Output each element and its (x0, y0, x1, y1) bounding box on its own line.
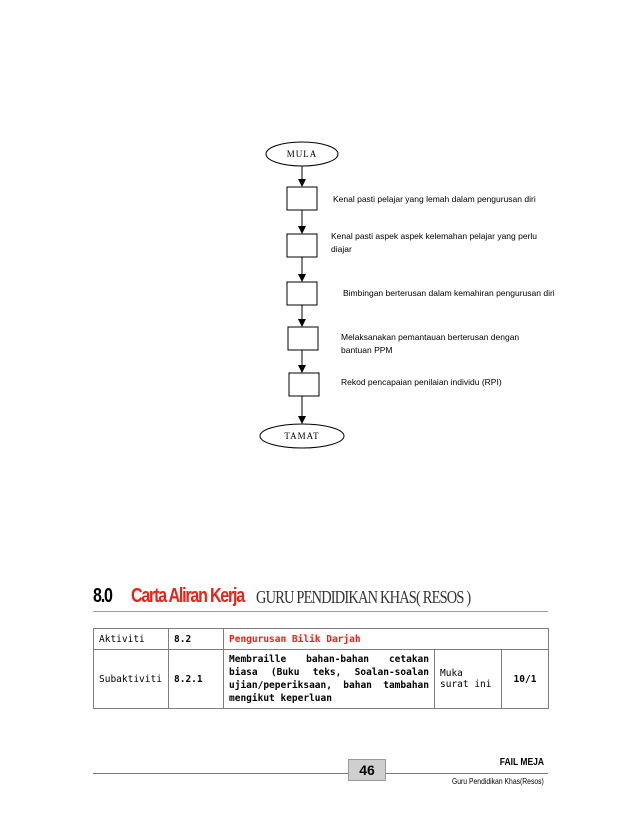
description-line: ujian/peperiksaan, bahan tambahan (229, 680, 429, 691)
process-box (287, 282, 317, 305)
process-box (287, 234, 317, 257)
section-title: Carta Aliran Kerja (131, 585, 244, 607)
flow-step-5: Rekod pencapaian penilaian individu (RPI) (341, 377, 502, 387)
process-box (288, 327, 318, 350)
table-row (94, 629, 549, 650)
activity-value: Pengurusan Bilik Darjah (224, 629, 549, 650)
end-label: TAMAT (284, 431, 320, 441)
activity-label: Aktiviti (94, 629, 169, 650)
page-reference: 10/1 (502, 650, 549, 709)
flow-step-3: Bimbingan berterusan dalam kemahiran pengurusan diri (343, 288, 555, 298)
subactivity-code: 8.2.1 (169, 650, 224, 709)
guru-label: Guru Pendidikan Khas(Resos) (452, 776, 544, 786)
process-box (289, 373, 319, 396)
table-row (94, 650, 549, 709)
process-box (287, 187, 317, 210)
file-label: FAIL MEJA (499, 757, 544, 768)
activity-table (93, 628, 549, 709)
subactivity-description (224, 650, 435, 709)
description-line: biasa (Buku teks, Soalan-soalan (229, 667, 429, 678)
activity-code: 8.2 (169, 629, 224, 650)
section-heading (93, 585, 548, 612)
footer-divider (93, 773, 548, 774)
start-label: MULA (286, 149, 318, 159)
section-subtitle: GURU PENDIDIKAN KHAS( RESOS ) (256, 587, 471, 607)
flow-step-4: Melaksanakan pemantauan berterusan dengan bantuan PPM (341, 332, 520, 355)
section-number: 8.0 (93, 585, 112, 607)
description-line: Membraille bahan-bahan cetakan (229, 654, 429, 665)
subactivity-label: Subaktiviti (94, 650, 169, 709)
flow-step-2: Kenal pasti aspek aspek kelemahan pelajar yang perlu diajar (331, 231, 538, 254)
flow-step-1: Kenal pasti pelajar yang lemah dalam pengurusan diri (333, 194, 536, 204)
description-line: mengikut keperluan (229, 693, 332, 704)
muka-label: Muka surat ini (435, 650, 502, 709)
page-number: 46 (348, 759, 386, 781)
